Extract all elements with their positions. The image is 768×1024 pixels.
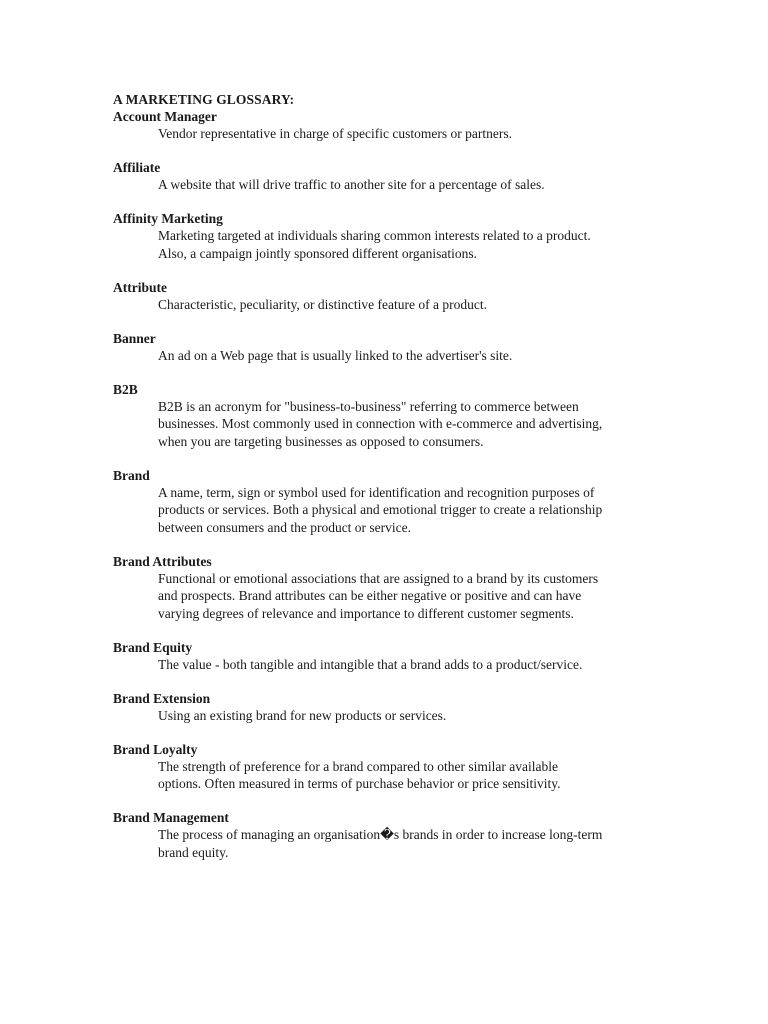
glossary-entry bbox=[113, 690, 673, 725]
glossary-entry bbox=[113, 809, 673, 861]
glossary-content bbox=[113, 91, 673, 878]
glossary-term: Affiliate bbox=[113, 160, 161, 175]
glossary-definition: Using an existing brand for new products or services. bbox=[158, 707, 447, 723]
glossary-entry bbox=[113, 741, 673, 793]
glossary-term: Account Manager bbox=[113, 109, 217, 124]
glossary-entry bbox=[113, 159, 673, 194]
glossary-term: Brand Loyalty bbox=[113, 741, 198, 757]
glossary-entry bbox=[113, 553, 673, 623]
glossary-entry bbox=[113, 210, 673, 262]
document-title: A MARKETING GLOSSARY: bbox=[113, 92, 295, 107]
glossary-definition: Vendor representative in charge of specific customers or partners. bbox=[158, 126, 512, 141]
glossary-term: Brand Management bbox=[113, 810, 229, 825]
glossary-entry bbox=[113, 108, 673, 143]
glossary-definition: Characteristic, peculiarity, or distinctive feature of a product. bbox=[158, 296, 487, 312]
glossary-entry bbox=[113, 381, 673, 451]
glossary-definition: B2B is an acronym for "business-to-business" referring to commerce between businesses. Most commonly used in connection with e-commerce and advertising, when you are targeting businesses as opposed to consumers. bbox=[158, 398, 603, 449]
glossary-term: Brand Extension bbox=[113, 690, 211, 706]
glossary-entry bbox=[113, 467, 673, 537]
glossary-term: Brand Equity bbox=[113, 639, 193, 655]
glossary-term: Attribute bbox=[113, 279, 167, 295]
glossary-definition: A website that will drive traffic to another site for a percentage of sales. bbox=[158, 177, 545, 192]
glossary-definition: An ad on a Web page that is usually linked to the advertiser's site. bbox=[158, 347, 513, 363]
glossary-entry bbox=[113, 330, 673, 365]
glossary-term: B2B bbox=[113, 381, 138, 397]
glossary-term: Brand bbox=[113, 467, 150, 483]
glossary-entry bbox=[113, 639, 673, 674]
glossary-definition: The value - both tangible and intangible that a brand adds to a product/service. bbox=[158, 656, 583, 672]
glossary-definition: Functional or emotional associations that are assigned to a brand by its customers and prospects. Brand attributes can be either negative or positive and can have varying degrees of relevance and importance to different customer segments. bbox=[158, 570, 599, 621]
glossary-entry bbox=[113, 279, 673, 314]
glossary-term: Brand Attributes bbox=[113, 553, 212, 569]
glossary-definition: Marketing targeted at individuals sharing common interests related to a product. Also, a campaign jointly sponsored different organisations. bbox=[158, 228, 591, 261]
glossary-definition: A name, term, sign or symbol used for identification and recognition purposes of products or services. Both a physical and emotional trigger to create a relationship between consumers and the product or service. bbox=[158, 484, 603, 535]
glossary-definition: The strength of preference for a brand compared to other similar available options. Often measured in terms of purchase behavior or price sensitivity. bbox=[158, 758, 561, 791]
glossary-definition: The process of managing an organisation�s brands in order to increase long-term brand equity. bbox=[158, 827, 603, 860]
glossary-term: Banner bbox=[113, 330, 156, 346]
glossary-term: Affinity Marketing bbox=[113, 211, 223, 226]
